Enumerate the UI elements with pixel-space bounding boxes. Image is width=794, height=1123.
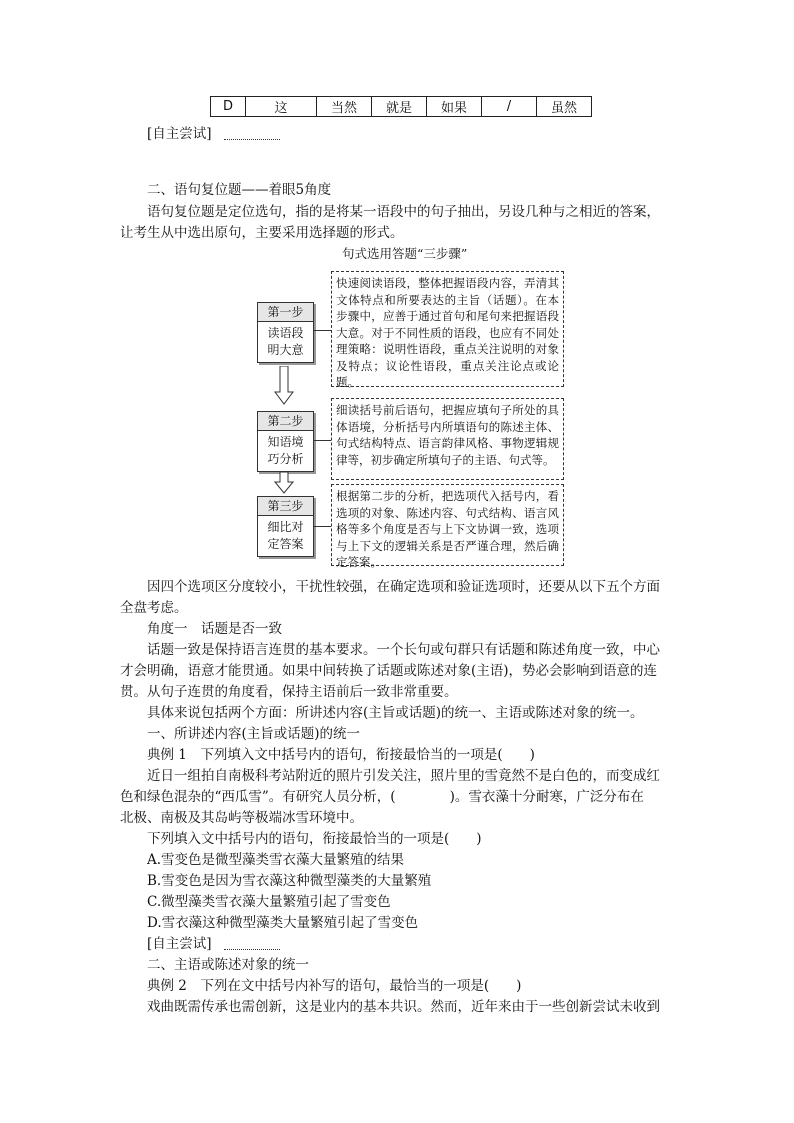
- step-2-note: 细读括号前后语句，把握应填句子所处的具体语境，分析括号内所填语句的陈述主体、句式结构特点、语言韵律风格、事物逻辑规律等，初步确定所填句子的主语、句式等。: [331, 398, 564, 480]
- answer-blank[interactable]: [224, 939, 280, 950]
- step-2-box: [257, 411, 314, 472]
- table-cell: 如果: [427, 97, 482, 117]
- option-c[interactable]: C.微型藻类雪衣藻大量繁殖引起了雪变色: [147, 894, 391, 910]
- angle1-title: 角度一 话题是否一致: [147, 621, 282, 637]
- step-label: 第三步: [258, 497, 313, 516]
- step-body-line: 明大意: [267, 343, 304, 357]
- section2-intro-line-1: 语句复位题是定位选句，指的是将某一语段中的句子抽出，另设几种与之相近的答案，: [147, 204, 660, 220]
- table-cell: 虽然: [537, 97, 592, 117]
- step-body-line: 细比对: [267, 520, 304, 534]
- sub2-title: 二、主语或陈述对象的统一: [147, 957, 309, 973]
- step-body-line: 定答案: [267, 537, 304, 551]
- para-b-line-2: 才会明确，语意才能贯通。如果中间转换了话题或陈述对象(主语)，势必会影响到语意的连: [120, 663, 658, 679]
- section2-intro-line-2: 让考生从中选出原句，主要采用选择题的形式。: [120, 225, 404, 241]
- step-label: 第一步: [258, 303, 313, 322]
- diagram-title: 句式选用答题“三步骤”: [342, 246, 468, 261]
- self-try-label: [自主尝试]: [147, 126, 212, 142]
- step-3-note: 根据第二步的分析，把选项代入括号内，看选项的对象、陈述内容、句式结构、语言风格等多个角度是否与上下文协调一致，选项与上下文的逻辑关系是否严谨合理，然后确定答案。: [331, 484, 564, 566]
- step-label: 第二步: [258, 412, 313, 431]
- table-cell: 这: [246, 97, 317, 117]
- options-table: [210, 96, 592, 117]
- para-a-line-2: 全盘考虑。: [120, 600, 188, 616]
- down-arrow-icon: [274, 366, 294, 406]
- example1-question-2: 下列填入文中括号内的语句，衔接最恰当的一项是( ): [147, 831, 482, 847]
- step-body-line: 巧分析: [267, 452, 304, 466]
- connector-line: [313, 440, 331, 441]
- step-1-note: 快速阅读语段，整体把握语段内容，弄清其文体特点和所要表达的主旨（话题）。在本步骤中，应善于通过首句和尾句来把握语段大意。对于不同性质的语段，也应有不同处理策略：说明性语段，重点关注说明的对象及特点；议论性语段，重点关注论点或论题。: [331, 271, 564, 387]
- step-body-line: 知语境: [267, 435, 304, 449]
- answer-blank[interactable]: [224, 129, 280, 140]
- para-a-line-1: 因四个选项区分度较小，干扰性较强，在确定选项和验证选项时，还要从以下五个方面: [147, 579, 660, 595]
- option-d[interactable]: D.雪衣藻这种微型藻类大量繁殖引起了雪变色: [147, 915, 419, 931]
- para-b-line-1: 话题一致是保持语言连贯的基本要求。一个长句或句群只有话题和陈述角度一致，中心: [147, 642, 660, 658]
- section2-title: [120, 180, 680, 201]
- table-cell: D: [211, 97, 246, 117]
- example2-text-line-1: 戏曲既需传承也需创新，这是业内的基本共识。然而，近年来由于一些创新尝试未收到: [147, 999, 660, 1015]
- table-row: [211, 97, 592, 117]
- step-3-box: [257, 496, 314, 557]
- step-body-line: 读语段: [267, 326, 304, 340]
- table-cell: 当然: [317, 97, 372, 117]
- example1-text-line-2: 色和绿色混杂的“西瓜雪”。有研究人员分析，( )。雪衣藻十分耐寒，广泛分布在: [120, 789, 644, 805]
- example1-question: 典例 1 下列填入文中括号内的语句，衔接最恰当的一项是( ): [147, 747, 535, 763]
- option-b[interactable]: B.雪变色是因为雪衣藻这种微型藻类的大量繁殖: [147, 873, 432, 889]
- down-arrow-icon: [274, 472, 294, 494]
- section-title: 二、语句复位题——着眼5角度: [147, 182, 332, 198]
- sub1-title: 一、所讲述内容(主旨或话题)的统一: [147, 726, 361, 742]
- table-cell: /: [482, 97, 537, 117]
- option-a[interactable]: A.雪变色是微型藻类雪衣藻大量繁殖的结果: [147, 852, 405, 868]
- step-1-box: [257, 302, 314, 363]
- self-try-1: [147, 122, 280, 142]
- example1-text-line-3: 北极、南极及其岛屿等极端冰雪环境中。: [120, 810, 363, 826]
- self-try-2: [147, 934, 280, 955]
- self-try-label: [自主尝试]: [147, 936, 212, 952]
- table-cell: 就是: [372, 97, 427, 117]
- example1-text-line-1: 近日一组拍自南极科考站附近的照片引发关注，照片里的雪竟然不是白色的，而变成红: [147, 768, 660, 784]
- para-b-line-3: 贯。从句子连贯的角度看，保持主语前后一致非常重要。: [120, 684, 458, 700]
- connector-line: [313, 526, 331, 527]
- example2-question: 典例 2 下列在文中括号内补写的语句，最恰当的一项是( ): [147, 978, 522, 994]
- para-c: 具体来说包括两个方面：所讲述内容(主旨或话题)的统一、主语或陈述对象的统一。: [147, 705, 644, 721]
- connector-line: [313, 330, 331, 331]
